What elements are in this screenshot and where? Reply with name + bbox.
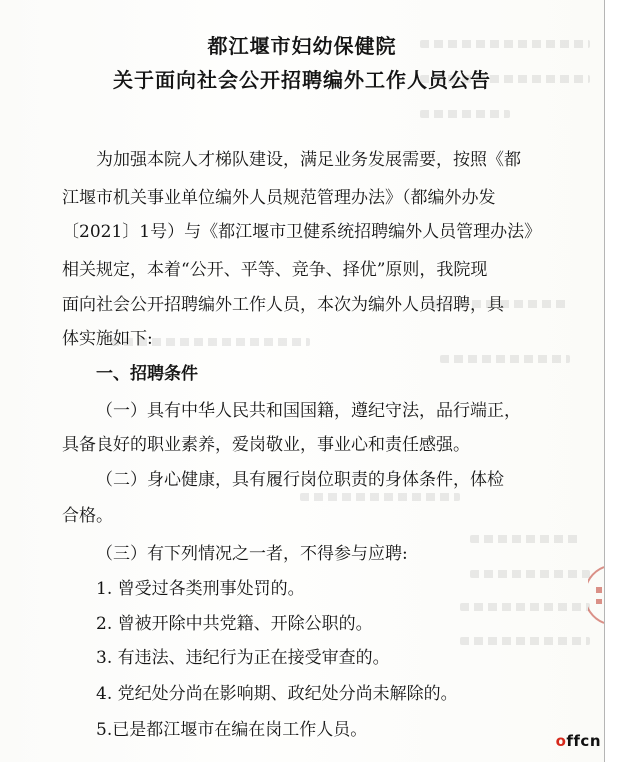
intro-line: 相关规定，本着“公开、平等、竞争、择优”原则，我院现 <box>62 260 488 280</box>
bleed-through-mark <box>420 110 510 118</box>
bleed-through-mark <box>300 493 460 501</box>
site-watermark: offcn <box>555 732 601 750</box>
condition-line: 具备良好的职业素养，爱岗敬业，事业心和责任感强。 <box>62 435 470 455</box>
intro-line: 面向社会公开招聘编外工作人员，本次为编外人员招聘，具 <box>62 295 504 315</box>
bleed-through-mark <box>440 355 570 363</box>
bleed-through-mark <box>470 535 580 543</box>
section-heading: 一、招聘条件 <box>96 364 198 384</box>
scan-edge <box>604 0 619 762</box>
intro-line: 为加强本院人才梯队建设，满足业务发展需要，按照《都 <box>96 150 521 170</box>
exclusion-item: 4. 党纪处分尚在影响期、政纪处分尚未解除的。 <box>96 684 458 704</box>
intro-line: 〔2021〕1号）与《都江堰市卫健系统招聘编外人员管理办法》 <box>62 222 542 242</box>
exclusion-item: 1. 曾受过各类刑事处罚的。 <box>96 579 305 599</box>
condition-line: （二）身心健康，具有履行岗位职责的身体条件，体检 <box>96 470 504 490</box>
exclusion-item: 5.已是都江堰市在编在岗工作人员。 <box>96 720 368 740</box>
condition-line: （一）具有中华人民共和国国籍，遵纪守法，品行端正， <box>96 401 521 421</box>
exclusion-item: 2. 曾被开除中共党籍、开除公职的。 <box>96 614 373 634</box>
document-title: 关于面向社会公开招聘编外工作人员公告 <box>113 68 491 92</box>
condition-line: （三）有下列情况之一者，不得参与应聘: <box>96 544 408 564</box>
seal-stamp <box>588 565 604 625</box>
document-title-org: 都江堰市妇幼保健院 <box>207 34 397 58</box>
intro-line: 江堰市机关事业单位编外人员规范管理办法》（都编外办发 <box>62 188 496 208</box>
bleed-through-mark <box>460 603 590 611</box>
intro-line: 体实施如下: <box>62 329 153 349</box>
bleed-through-mark <box>460 637 590 645</box>
condition-line: 合格。 <box>62 506 113 526</box>
exclusion-item: 3. 有违法、违纪行为正在接受审查的。 <box>96 648 390 668</box>
bleed-through-mark <box>470 570 590 578</box>
